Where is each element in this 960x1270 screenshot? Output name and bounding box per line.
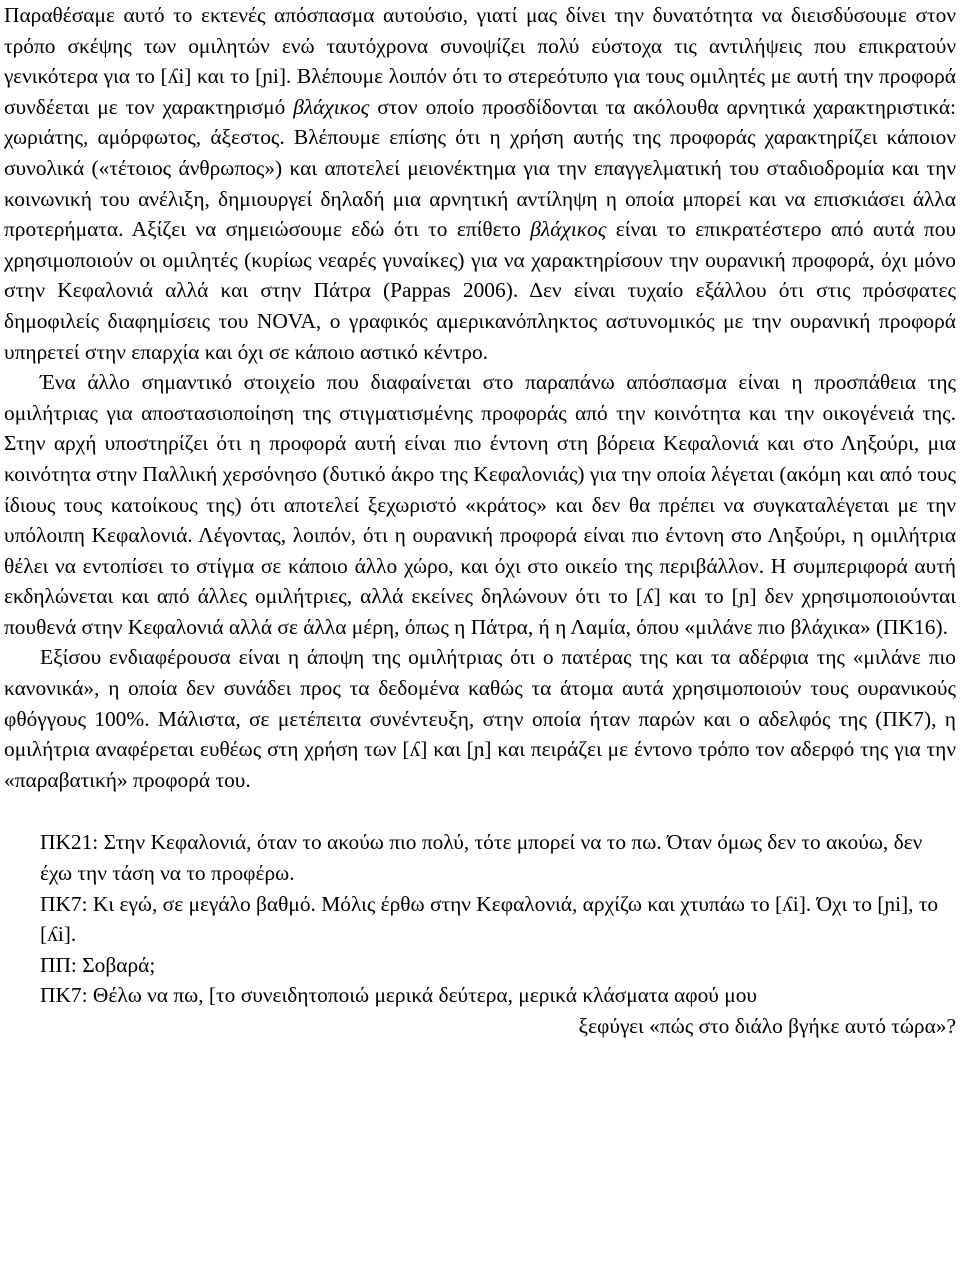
text-segment: Παραθέσαμε αυτό το εκτενές απόσπασμα αυτούσιο, γιατί μας δίνει την δυνατότητα να διεισδύσουμε στον τρόπο σκέψης των ομιλητών ενώ ταυτόχρονα συνοψίζει πολύ εύστοχα τις αντιλήψεις που επικρατούν γενικότερα για το [ʎi] και το [ɲi]. Βλέπουμε λοιπόν ότι το στερεότυπο για τους ομιλητές με αυτή την προφορά συνδέεται με τον χαρακτηρισμό [4, 3, 956, 119]
speaker-label: ΠΚ7: [40, 891, 88, 916]
utterance: Κι εγώ, σε μεγάλο βαθμό. Μόλις έρθω στην Κεφαλονιά, αρχίζω και χτυπάω το [ʎi]. Όχι το [ɲi], το [ʎi]. [40, 891, 939, 947]
text-segment: είναι το επικρατέστερο από αυτά που χρησιμοποιούν οι ομιλητές (κυρίως νεαρές γυναίκες) για να χαρακτηρίσουν την ουρανική προφορά, όχι μόνο στην Κεφαλονιά αλλά και στην Πάτρα (Pappas 2006). Δεν είναι τυχαίο εξάλλου ότι στις πρόσφατες δημοφιλείς διαφημίσεις του NOVA, ο γραφικός αμερικανόπληκτος αστυνομικός με την ουρανική προφορά υπηρετεί στην επαρχία και όχι σε κάποιο αστικό κέντρο. [4, 217, 956, 364]
paragraph-3 [4, 642, 956, 795]
text-segment: Εξίσου ενδιαφέρουσα είναι η άποψη της ομιλήτριας ότι ο πατέρας της και τα αδέρφια της «μιλάνε πιο κανονικά», η οποία δεν συνάδει προς τα δεδομένα καθώς τα άτομα αυτά χρησιμοποιούν τους ουρανικούς φθόγγους 100%. Μάλιστα, σε μετέπειτα συνέντευξη, στην οποία ήταν παρών και ο αδελφός της (ΠΚ7), η ομιλήτρια αναφέρεται ευθέως στη χρήση των [ʎ] και [ɲ] και πειράζει με έντονο τρόπο τον αδερφό της για την «παραβατική» προφορά του. [4, 645, 956, 792]
paragraph-1 [4, 0, 956, 367]
utterance: Σοβαρά; [82, 952, 156, 977]
document-page [4, 0, 956, 1042]
paragraph-2 [4, 367, 956, 642]
body-text [4, 0, 956, 795]
italic-term: βλάχικος [293, 94, 370, 119]
utterance: Θέλω να πω, [το συνειδητοποιώ μερικά δεύτερα, μερικά κλάσματα αφού μου [92, 983, 757, 1008]
utterance: Στην Κεφαλονιά, όταν το ακούω πιο πολύ, τότε μπορεί να το πω. Όταν όμως δεν το ακούω, δεν έχω την τάση να το προφέρω. [40, 830, 923, 886]
italic-term: βλάχικος [530, 217, 607, 242]
dialogue-turn-3 [40, 950, 956, 981]
dialogue-turn-2 [40, 889, 956, 950]
speaker-label: ΠΚ7: [40, 983, 88, 1008]
speaker-label: ΠΚ21: [40, 830, 99, 855]
dialogue-turn-4 [40, 980, 956, 1041]
text-segment: Ένα άλλο σημαντικό στοιχείο που διαφαίνεται στο παραπάνω απόσπασμα είναι η προσπάθεια της ομιλήτριας για αποστασιοποίηση της στιγματισμένης προφοράς από την κοινότητα και την οικογένειά της. Στην αρχή υποστηρίζει ότι η προφορά αυτή είναι πιο έντονη στη βόρεια Κεφαλονιά και στο Ληξούρι, μια κοινότητα στην Παλλική χερσόνησο (δυτικό άκρο της Κεφαλονιάς) για την οποία λέγεται (ακόμη και από τους ίδιους τους κατοίκους της) ότι αποτελεί ξεχωριστό «κράτος» και δεν θα πρέπει να συγκαταλέγεται με την υπόλοιπη Κεφαλονιά. Λέγοντας, λοιπόν, ότι η ουρανική προφορά είναι πιο έντονη στο Ληξούρι, η ομιλήτρια θέλει να εντοπίσει το στίγμα σε κάποιο άλλο χώρο, και όχι στο οικείο της περιβάλλον. Η συμπεριφορά αυτή εκδηλώνεται και από άλλες ομιλήτριες, αλλά εκείνες δηλώνουν ότι το [ʎ] και το [ɲ] δεν χρησιμοποιούνται πουθενά στην Κεφαλονιά αλλά σε άλλα μέρη, όπως η Πάτρα, ή η Λαμία, όπου «μιλάνε πιο βλάχικα» (ΠΚ16). [4, 370, 956, 639]
utterance-continuation: ξεφύγει «πώς στο διάλο βγήκε αυτό τώρα»? [578, 1014, 956, 1038]
text-segment: στον οποίο προσδίδονται τα ακόλουθα αρνητικά χαρακτηριστικά: χωριάτης, αμόρφωτος, άξεστος. Βλέπουμε επίσης ότι η χρήση αυτής της προφοράς χαρακτηρίζει κάποιον συνολικά («τέτοιος άνθρωπος») και αποτελεί μειονέκτημα για την επαγγελματική του σταδιοδρομία και την κοινωνική του ανέλιξη, δημιουργεί δηλαδή μια αρνητική αντίληψη η οποία μπορεί και να επισκιάσει άλλα προτερήματα. Αξίζει να σημειώσουμε εδώ ότι το επίθετο [4, 94, 956, 242]
dialogue-excerpt [4, 827, 956, 1041]
speaker-label: ΠΠ: [40, 952, 77, 977]
dialogue-turn-1 [40, 827, 956, 888]
